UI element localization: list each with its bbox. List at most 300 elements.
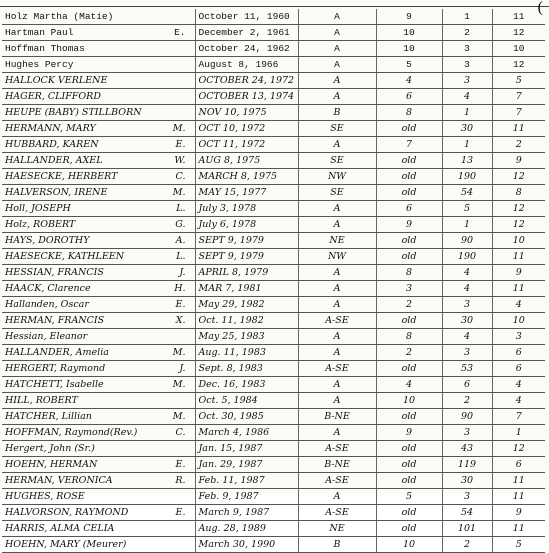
burial-date-cell: OCT 11, 1972 [195,137,298,153]
middle-initial: R. [175,475,186,486]
burial-date-cell: March 9, 1987 [195,505,298,521]
burial-date-cell: Feb. 11, 1987 [195,473,298,489]
grave-cell: 9 [492,265,545,281]
lot-cell: 1 [442,137,492,153]
deceased-name: HOFFMAN, Raymond(Rev.) [5,427,138,438]
burial-ledger-table [2,9,545,553]
section-cell: A [298,57,376,73]
name-wrap [5,105,192,120]
table-row [2,473,545,489]
middle-initial: L. [176,251,186,262]
section-cell: A-SE [298,505,376,521]
block-cell: 10 [376,537,442,553]
middle-initial [186,57,192,72]
section-cell: A-SE [298,441,376,457]
name-wrap [5,153,192,168]
name-cell [2,105,195,121]
grave-cell: 10 [492,233,545,249]
deceased-name: HAYS, DOROTHY [5,235,90,246]
table-row [2,89,545,105]
grave-cell: 3 [492,329,545,345]
name-wrap [5,297,192,312]
section-cell: A [298,41,376,57]
middle-initial: H. [174,283,186,294]
table-row [2,313,545,329]
middle-initial: G. [175,219,186,230]
burial-date-cell: Dec. 16, 1983 [195,377,298,393]
ledger-header-strip [0,0,549,7]
burial-date-cell: July 6, 1978 [195,217,298,233]
lot-cell: 54 [442,185,492,201]
table-row [2,105,545,121]
name-wrap [5,361,192,376]
section-cell: NE [298,521,376,537]
grave-cell: 4 [492,297,545,313]
block-cell: 8 [376,329,442,345]
section-cell: A [298,25,376,41]
middle-initial [186,393,192,408]
burial-date-cell: SEPT 9, 1979 [195,249,298,265]
section-cell: A [298,377,376,393]
table-row [2,153,545,169]
name-wrap [5,185,192,200]
lot-cell: 4 [442,281,492,297]
name-wrap [5,313,192,328]
section-cell: B [298,105,376,121]
section-cell: SE [298,121,376,137]
lot-cell: 2 [442,537,492,553]
table-row [2,137,545,153]
section-cell: A [298,345,376,361]
table-row [2,537,545,553]
table-row [2,297,545,313]
name-wrap [5,169,192,184]
table-row [2,265,545,281]
name-cell [2,537,195,553]
grave-cell: 4 [492,393,545,409]
burial-date-cell: Oct. 11, 1982 [195,313,298,329]
middle-initial [186,537,192,552]
deceased-name: Hughes Percy [5,59,74,70]
deceased-name: HAESECKE, HERBERT [5,171,118,182]
deceased-name: HARRIS, ALMA CELIA [5,523,115,534]
name-cell [2,425,195,441]
burial-date-cell: OCT 10, 1972 [195,121,298,137]
deceased-name: HATCHER, Lillian [5,411,92,422]
deceased-name: Hergert, John (Sr.) [5,443,95,454]
table-row [2,457,545,473]
grave-cell: 10 [492,313,545,329]
section-cell: B-NE [298,409,376,425]
name-wrap [5,329,192,344]
block-cell: 6 [376,201,442,217]
name-wrap [5,345,192,360]
lot-cell: 90 [442,233,492,249]
name-wrap [5,41,192,56]
block-cell: 4 [376,73,442,89]
table-row [2,249,545,265]
name-wrap [5,201,192,216]
burial-date-cell: Oct. 5, 1984 [195,393,298,409]
table-row [2,521,545,537]
block-cell: 10 [376,41,442,57]
burial-date-cell: MAY 15, 1977 [195,185,298,201]
burial-date-cell: October 11, 1960 [195,9,298,25]
block-cell: 9 [376,217,442,233]
grave-cell: 11 [492,249,545,265]
deceased-name: HILL, ROBERT [5,395,78,406]
deceased-name: HAGER, CLIFFORD [5,91,101,102]
lot-cell: 3 [442,489,492,505]
section-cell: A [298,297,376,313]
name-cell [2,137,195,153]
name-cell [2,281,195,297]
burial-date-cell: December 2, 1961 [195,25,298,41]
block-cell: old [376,121,442,137]
grave-cell: 5 [492,73,545,89]
name-wrap [5,473,192,488]
name-wrap [5,409,192,424]
lot-cell: 30 [442,313,492,329]
grave-cell: 10 [492,41,545,57]
name-wrap [5,489,192,504]
middle-initial [186,9,192,24]
middle-initial: L. [176,203,186,214]
table-row [2,361,545,377]
table-row [2,233,545,249]
section-cell: A [298,393,376,409]
lot-cell: 3 [442,73,492,89]
lot-cell: 30 [442,473,492,489]
grave-cell: 11 [492,9,545,25]
grave-cell: 11 [492,121,545,137]
block-cell: old [376,521,442,537]
block-cell: old [376,233,442,249]
section-cell: A [298,265,376,281]
section-cell: SE [298,185,376,201]
name-wrap [5,265,192,280]
name-cell [2,457,195,473]
name-cell [2,441,195,457]
name-wrap [5,281,192,296]
table-row [2,185,545,201]
name-wrap [5,233,192,248]
deceased-name: HUBBARD, KAREN [5,139,99,150]
grave-cell: 5 [492,537,545,553]
name-cell [2,9,195,25]
table-row [2,345,545,361]
burial-date-cell: SEPT 9, 1979 [195,233,298,249]
middle-initial: C. [175,427,186,438]
middle-initial: C. [175,171,186,182]
block-cell: 2 [376,345,442,361]
name-cell [2,57,195,73]
block-cell: old [376,409,442,425]
burial-date-cell: Jan. 15, 1987 [195,441,298,457]
middle-initial: J. [179,267,186,278]
lot-cell: 53 [442,361,492,377]
block-cell: old [376,457,442,473]
lot-cell: 3 [442,345,492,361]
lot-cell: 43 [442,441,492,457]
table-row [2,505,545,521]
name-wrap [5,425,192,440]
lot-cell: 4 [442,329,492,345]
deceased-name: Holl, JOSEPH [5,203,71,214]
deceased-name: HALLANDER, AXEL [5,155,103,166]
block-cell: 8 [376,265,442,281]
middle-initial [186,329,192,344]
lot-cell: 90 [442,409,492,425]
name-wrap [5,521,192,536]
name-wrap [5,393,192,408]
section-cell: SE [298,153,376,169]
middle-initial [186,105,192,120]
deceased-name: Holz, ROBERT [5,219,76,230]
grave-cell: 9 [492,153,545,169]
block-cell: 8 [376,105,442,121]
table-row [2,281,545,297]
table-row [2,9,545,25]
block-cell: old [376,153,442,169]
burial-date-cell: March 30, 1990 [195,537,298,553]
burial-date-cell: Sept. 8, 1983 [195,361,298,377]
deceased-name: HOEHN, MARY (Meurer) [5,539,127,550]
name-cell [2,121,195,137]
name-cell [2,345,195,361]
lot-cell: 4 [442,265,492,281]
grave-cell: 12 [492,217,545,233]
grave-cell: 8 [492,185,545,201]
block-cell: 2 [376,297,442,313]
lot-cell: 1 [442,9,492,25]
burial-date-cell: Aug. 11, 1983 [195,345,298,361]
lot-cell: 2 [442,25,492,41]
grave-cell: 12 [492,169,545,185]
middle-initial: M. [172,347,186,358]
section-cell: A [298,89,376,105]
deceased-name: HESSIAN, FRANCIS [5,267,104,278]
deceased-name: HAESECKE, KATHLEEN [5,251,125,262]
name-cell [2,249,195,265]
lot-cell: 1 [442,217,492,233]
block-cell: old [376,505,442,521]
name-cell [2,169,195,185]
name-cell [2,233,195,249]
table-row [2,201,545,217]
section-cell: A-SE [298,313,376,329]
name-wrap [5,73,192,88]
block-cell: 5 [376,489,442,505]
grave-cell: 7 [492,89,545,105]
section-cell: A [298,137,376,153]
middle-initial: M. [172,123,186,134]
table-row [2,169,545,185]
deceased-name: Holz Martha (Matie) [5,11,114,22]
middle-initial [186,441,192,456]
middle-initial: M. [172,187,186,198]
name-cell [2,217,195,233]
block-cell: 3 [376,281,442,297]
name-cell [2,505,195,521]
grave-cell: 12 [492,25,545,41]
middle-initial: M. [172,379,186,390]
name-cell [2,409,195,425]
block-cell: old [376,441,442,457]
burial-date-cell: August 8, 1966 [195,57,298,73]
deceased-name: HALVERSON, IRENE [5,187,108,198]
table-row [2,425,545,441]
lot-cell: 119 [442,457,492,473]
burial-date-cell: AUG 8, 1975 [195,153,298,169]
burial-date-cell: July 3, 1978 [195,201,298,217]
grave-cell: 6 [492,361,545,377]
middle-initial: J. [179,363,186,374]
lot-cell: 30 [442,121,492,137]
name-wrap [5,505,192,520]
table-row [2,217,545,233]
name-cell [2,89,195,105]
name-wrap [5,377,192,392]
middle-initial: E. [174,27,186,38]
table-row [2,489,545,505]
block-cell: 9 [376,9,442,25]
table-row [2,377,545,393]
lot-cell: 5 [442,201,492,217]
name-cell [2,41,195,57]
name-wrap [5,57,192,72]
table-row [2,57,545,73]
name-cell [2,313,195,329]
deceased-name: HERGERT, Raymond [5,363,106,374]
deceased-name: HALVORSON, RAYMOND [5,507,129,518]
name-wrap [5,457,192,472]
burial-date-cell: OCTOBER 13, 1974 [195,89,298,105]
block-cell: old [376,185,442,201]
name-cell [2,297,195,313]
table-row [2,121,545,137]
burial-date-cell: MARCH 8, 1975 [195,169,298,185]
name-cell [2,377,195,393]
block-cell: 6 [376,89,442,105]
grave-cell: 7 [492,105,545,121]
section-cell: A [298,329,376,345]
ledger-body [2,9,545,553]
deceased-name: HUGHES, ROSE [5,491,85,502]
deceased-name: Hartman Paul [5,27,74,38]
section-cell: A-SE [298,361,376,377]
table-row [2,25,545,41]
corner-mark: ( [537,0,543,16]
name-cell [2,201,195,217]
deceased-name: HATCHETT, Isabelle [5,379,104,390]
block-cell: old [376,473,442,489]
deceased-name: HERMAN, VERONICA [5,475,113,486]
burial-date-cell: Feb. 9, 1987 [195,489,298,505]
burial-date-cell: APRIL 8, 1979 [195,265,298,281]
name-cell [2,329,195,345]
block-cell: old [376,169,442,185]
section-cell: A [298,281,376,297]
name-cell [2,265,195,281]
middle-initial: E. [175,459,186,470]
deceased-name: HALLOCK VERLENE [5,75,108,86]
name-cell [2,153,195,169]
middle-initial: E. [175,507,186,518]
middle-initial: A. [175,235,186,246]
lot-cell: 54 [442,505,492,521]
name-wrap [5,537,192,552]
table-row [2,41,545,57]
section-cell: A [298,201,376,217]
table-row [2,441,545,457]
burial-date-cell: Aug. 28, 1989 [195,521,298,537]
middle-initial [186,41,192,56]
grave-cell: 7 [492,409,545,425]
block-cell: old [376,361,442,377]
lot-cell: 3 [442,425,492,441]
table-row [2,73,545,89]
block-cell: old [376,313,442,329]
table-row [2,329,545,345]
name-wrap [5,249,192,264]
burial-date-cell: March 4, 1986 [195,425,298,441]
grave-cell: 2 [492,137,545,153]
burial-date-cell: May 29, 1982 [195,297,298,313]
deceased-name: HEUPE (BABY) STILLBORN [5,107,142,118]
burial-date-cell: NOV 10, 1975 [195,105,298,121]
burial-date-cell: May 25, 1983 [195,329,298,345]
deceased-name: HOEHN, HERMAN [5,459,98,470]
deceased-name: HAACK, Clarence [5,283,91,294]
block-cell: old [376,249,442,265]
lot-cell: 3 [442,57,492,73]
middle-initial: E. [175,299,186,310]
burial-date-cell: Oct. 30, 1985 [195,409,298,425]
name-cell [2,185,195,201]
grave-cell: 11 [492,281,545,297]
lot-cell: 13 [442,153,492,169]
name-cell [2,393,195,409]
block-cell: 7 [376,137,442,153]
block-cell: 5 [376,57,442,73]
deceased-name: HERMAN, FRANCIS [5,315,105,326]
middle-initial [186,89,192,104]
lot-cell: 3 [442,41,492,57]
grave-cell: 1 [492,425,545,441]
deceased-name: HALLANDER, Amelia [5,347,109,358]
lot-cell: 6 [442,377,492,393]
section-cell: A [298,425,376,441]
name-wrap [5,25,192,40]
block-cell: 10 [376,25,442,41]
name-cell [2,473,195,489]
middle-initial [186,521,192,536]
lot-cell: 2 [442,393,492,409]
lot-cell: 1 [442,105,492,121]
section-cell: NW [298,169,376,185]
section-cell: NE [298,233,376,249]
grave-cell: 12 [492,441,545,457]
table-row [2,409,545,425]
section-cell: B [298,537,376,553]
deceased-name: Hessian, Eleanor [5,331,88,342]
middle-initial [186,489,192,504]
grave-cell: 12 [492,57,545,73]
name-wrap [5,89,192,104]
middle-initial [186,73,192,88]
block-cell: 9 [376,425,442,441]
